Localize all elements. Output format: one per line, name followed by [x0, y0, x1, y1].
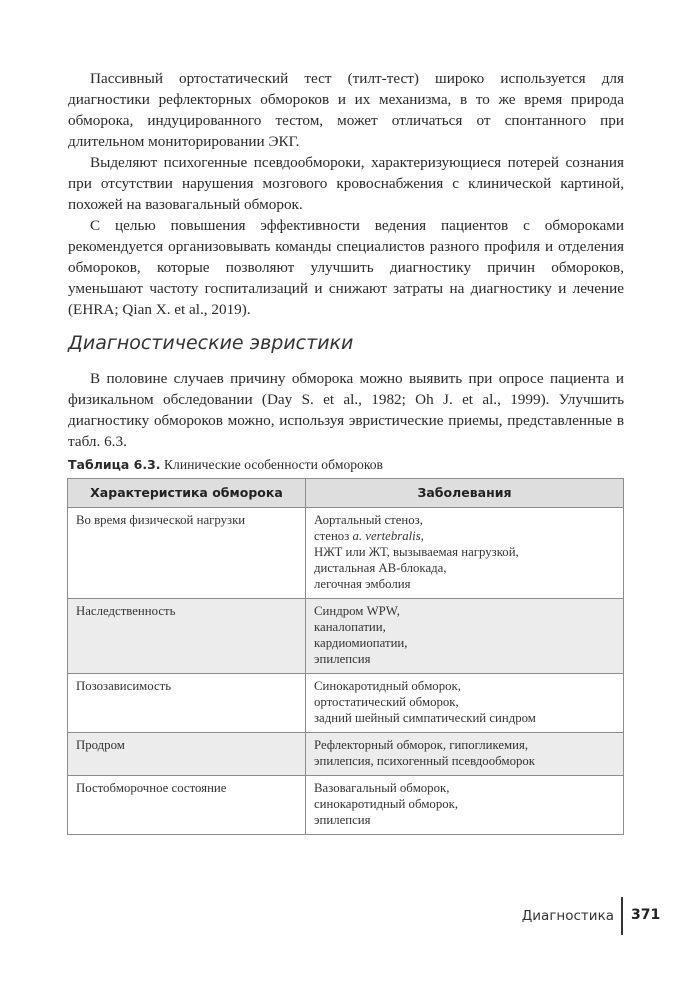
table-header-row: [68, 479, 624, 508]
table-header-feature: Характеристика обморока: [68, 479, 306, 508]
disease-line: дистальная АВ-блокада,: [314, 561, 447, 575]
disease-line: Вазовагальный обморок,: [314, 781, 450, 795]
table-row: [68, 599, 624, 674]
symptoms-table: [67, 478, 624, 835]
disease-line-suffix: ,: [420, 529, 424, 543]
disease-line: НЖТ или ЖТ, вызываемая нагрузкой,: [314, 545, 519, 559]
disease-line: ортостатический обморок,: [314, 695, 459, 709]
disease-line-latin: a. vertebralis: [352, 529, 421, 543]
table-header-diseases: Заболевания: [306, 479, 624, 508]
section-text: [68, 368, 624, 452]
table-cell-diseases: [306, 733, 624, 776]
disease-line: синокаротидный обморок,: [314, 797, 459, 811]
disease-line: эпилепсия: [314, 652, 371, 666]
footer-divider: [621, 897, 623, 935]
intro-paragraph: С целью повышения эффективности ведения пациентов с обмороками рекомендуется организовывать команды специалистов разного профиля и отделения обмороков, которые позволяют улучшить диагностику причин обмороков, уменьшают частоту госпитализаций и снижают затраты на диагностику и лечение (EHRA; Qian X. et al., 2019).: [68, 217, 624, 318]
table-row: [68, 733, 624, 776]
disease-line: Рефлекторный обморок, гипогликемия,: [314, 738, 529, 752]
disease-line: каналопатии,: [314, 620, 386, 634]
page-number: 371: [631, 907, 661, 923]
section-paragraph: В половине случаев причину обморока можно выявить при опросе пациента и физикальном обследовании (Day S. et al., 1982; Oh J. et al., 1999). Улучшить диагностику обмороков можно, используя эвристические приемы, представленные в табл. 6.3.: [68, 370, 624, 450]
disease-line: Синдром WPW,: [314, 604, 400, 618]
disease-line-prefix: стеноз: [314, 529, 353, 543]
table-caption-label: Таблица 6.3.: [68, 457, 161, 472]
disease-line: задний шейный симпатический синдром: [314, 711, 536, 725]
disease-line: Аортальный стеноз,: [314, 513, 423, 527]
intro-paragraph: Выделяют психогенные псевдообмороки, характеризующиеся потерей сознания при отсутствии нарушения мозгового кровоснабжения с клинической картиной, похожей на вазовагальный обморок.: [68, 154, 624, 213]
intro-text: [68, 68, 624, 320]
disease-line: эпилепсия, психогенный псевдообморок: [314, 754, 535, 768]
section-heading: Диагностические эвристики: [68, 332, 354, 354]
table-cell-feature: Позозависимость: [68, 674, 306, 733]
table-row: [68, 674, 624, 733]
table-cell-feature: Постобморочное состояние: [68, 776, 306, 835]
table-caption: [68, 456, 383, 474]
table-row: [68, 776, 624, 835]
disease-line: Синокаротидный обморок,: [314, 679, 461, 693]
table-cell-diseases: [306, 674, 624, 733]
disease-line: кардиомиопатии,: [314, 636, 408, 650]
table-row: [68, 508, 624, 599]
intro-paragraph: Пассивный ортостатический тест (тилт-тест) широко используется для диагностики рефлекторных обмороков и их механизма, в то же время природа обморока, индуцированного тестом, может отличаться от спонтанного при длительном мониторировании ЭКГ.: [68, 70, 624, 150]
table-cell-feature: Продром: [68, 733, 306, 776]
table-cell-diseases: [306, 599, 624, 674]
disease-line: [314, 528, 615, 544]
table-cell-diseases: [306, 776, 624, 835]
disease-line: эпилепсия: [314, 813, 371, 827]
disease-line: легочная эмболия: [314, 577, 411, 591]
table-cell-feature: Наследственность: [68, 599, 306, 674]
table-cell-feature: Во время физической нагрузки: [68, 508, 306, 599]
footer-section-label: Диагностика: [521, 908, 614, 924]
table-caption-text: Клинические особенности обмороков: [163, 457, 383, 472]
table-cell-diseases: [306, 508, 624, 599]
